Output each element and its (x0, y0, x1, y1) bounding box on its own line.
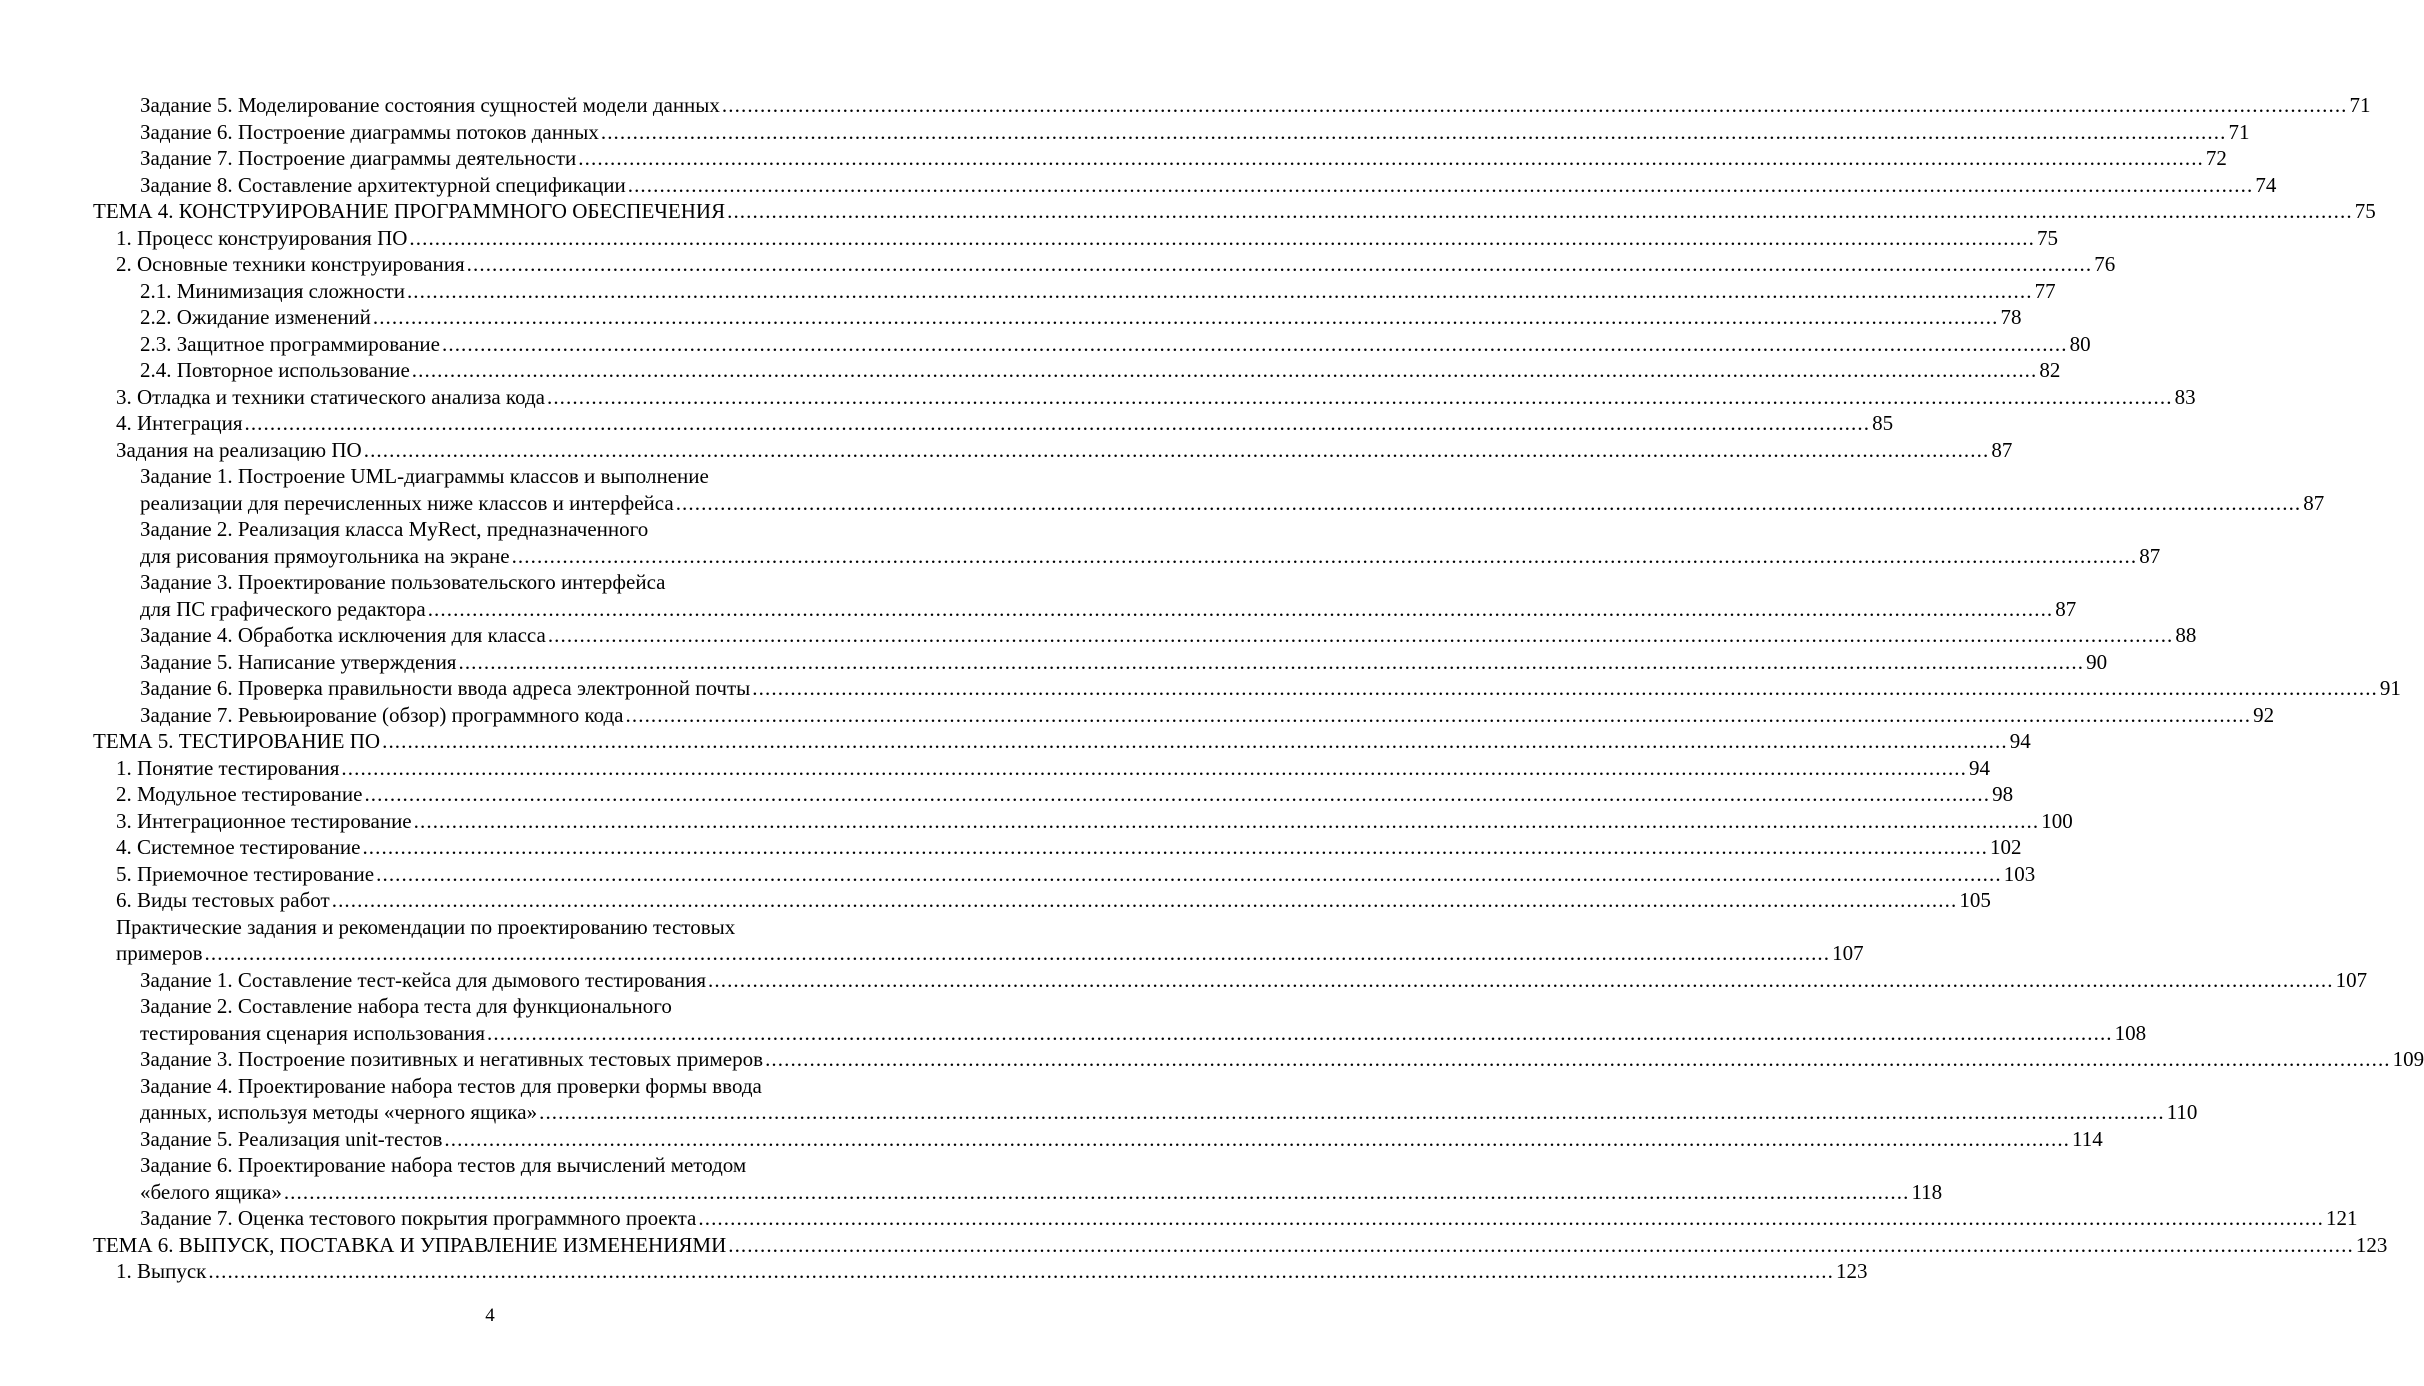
toc-entry-title: 4. Системное тестирование (116, 835, 361, 859)
toc-entry-row (140, 304, 2022, 331)
toc-entry-page: 82 (2039, 358, 2061, 382)
toc-entry-row (140, 967, 2368, 994)
toc-entry-page: 87 (2303, 490, 2325, 515)
toc-entry-page: 76 (2094, 252, 2116, 276)
toc-entry-page: 75 (2354, 199, 2376, 223)
toc-entry-page: 83 (2174, 384, 2196, 409)
toc-entry[interactable] (0, 1126, 2103, 1153)
toc-entry-title: 1. Понятие тестирования (116, 755, 340, 780)
toc-entry-title: 2.3. Защитное программирование (140, 331, 440, 356)
toc-entry-row (140, 1046, 2424, 1073)
toc-entry-title-line: Задание 2. Реализация класса MyRect, предназначенного (140, 517, 649, 541)
toc-entry-page: 90 (2086, 649, 2108, 674)
dot-leader (412, 357, 2038, 384)
toc-entry-page: 71 (2349, 93, 2371, 117)
toc-entry-title: 1. Процесс конструирования ПО (116, 225, 408, 250)
toc-entry[interactable] (0, 463, 2325, 516)
toc-entry-title: 2. Основные техники конструирования (116, 252, 465, 276)
toc-entry-page: 107 (1832, 941, 1864, 965)
toc-entry[interactable] (0, 1152, 1943, 1205)
dot-leader (444, 1126, 2070, 1153)
toc-entry-title: 3. Интеграционное тестирование (116, 808, 412, 833)
dot-leader (382, 728, 2008, 755)
toc-entry[interactable] (0, 1046, 2424, 1073)
toc-entry-title-line: Задание 3. Проектирование пользовательского интерфейса (140, 570, 666, 594)
dot-leader (676, 490, 2302, 517)
toc-entry-row (140, 649, 2108, 676)
toc-entry-title: Задание 7. Оценка тестового покрытия программного проекта (140, 1206, 697, 1230)
toc-entry[interactable] (0, 198, 2376, 225)
toc-entry-title: Задание 4. Обработка исключения для класса (140, 623, 546, 647)
toc-entry-title: Задание 3. Построение позитивных и негативных тестовых примеров (140, 1047, 764, 1071)
toc-entry-row (116, 781, 2014, 808)
dot-leader (512, 543, 2138, 570)
toc-entry-page: 102 (1990, 835, 2022, 859)
toc-entry-page: 92 (2253, 702, 2275, 727)
toc-entry-page: 74 (2255, 172, 2277, 197)
toc-entry-title: Задание 5. Моделирование состояния сущностей модели данных (140, 93, 720, 117)
toc-entry-row (116, 251, 2116, 278)
toc-entry-title: Задание 7. Построение диаграммы деятельности (140, 146, 577, 170)
dot-leader (373, 304, 1999, 331)
dot-leader (414, 808, 2040, 835)
toc-entry-row (140, 1205, 2358, 1232)
toc-entry-page: 109 (2392, 1047, 2424, 1071)
toc-entry-page: 78 (2000, 305, 2022, 329)
toc-entry-title: 2.2. Ожидание изменений (140, 305, 371, 329)
toc-entry-row (116, 384, 2196, 411)
toc-entry-page: 87 (2139, 543, 2161, 568)
toc-entry-page: 100 (2041, 808, 2073, 833)
dot-leader (578, 145, 2204, 172)
toc-entry-page: 108 (2114, 1020, 2147, 1045)
toc-entry[interactable] (0, 251, 2116, 278)
toc-entry-row (93, 198, 2376, 225)
toc-entry-title: 2. Модульное тестирование (116, 782, 363, 806)
dot-leader (458, 649, 2084, 676)
toc-entry-row (116, 808, 2073, 835)
toc-entry[interactable] (0, 437, 2013, 464)
toc-entry-row (116, 861, 2036, 888)
toc-entry-title-line: Задание 1. Построение UML-диаграммы классов и выполнение (140, 464, 709, 488)
toc-entry-title: данных, используя методы «черного ящика» (140, 1100, 538, 1124)
toc-entry[interactable] (0, 1258, 1868, 1285)
toc-entry[interactable] (0, 410, 1894, 437)
dot-leader (362, 834, 1988, 861)
toc-entry-title: Задание 1. Составление тест-кейса для дымового тестирования (140, 967, 707, 992)
toc-entry-row (140, 1126, 2103, 1153)
dot-leader (442, 331, 2068, 358)
toc-entry-title: Задания на реализацию ПО (116, 437, 362, 462)
toc-entry[interactable] (0, 622, 2197, 649)
toc-entry-page: 71 (2228, 119, 2250, 144)
toc-entry-page: 98 (1992, 782, 2014, 806)
toc-entry-title: Задание 5. Написание утверждения (140, 649, 457, 674)
toc-entry-row (116, 225, 2059, 252)
toc-entry-title: Задание 5. Реализация unit-тестов (140, 1126, 443, 1151)
toc-entry[interactable] (0, 649, 2108, 676)
toc-entry[interactable] (0, 92, 2371, 119)
dot-leader (409, 225, 2035, 252)
toc-entry[interactable] (0, 357, 2061, 384)
toc-entry[interactable] (0, 1205, 2358, 1232)
toc-entry-title: 3. Отладка и техники статического анализа кода (116, 384, 545, 409)
toc-entry-page: 94 (2009, 729, 2031, 753)
toc-entry-row (140, 490, 2325, 517)
toc-entry[interactable] (0, 278, 2056, 305)
dot-leader (364, 781, 1990, 808)
toc-entry-page: 77 (2034, 278, 2056, 303)
page-number: 4 (485, 1305, 495, 1326)
toc-entry-title: 5. Приемочное тестирование (116, 861, 375, 886)
toc-entry-page: 105 (1959, 888, 1991, 912)
toc-entry[interactable] (0, 728, 2031, 755)
toc-entry-title: ТЕМА 4. КОНСТРУИРОВАНИЕ ПРОГРАММНОГО ОБЕСПЕЧЕНИЯ (93, 199, 726, 223)
dot-leader (208, 1258, 1834, 1285)
dot-leader (728, 1232, 2354, 1259)
dot-leader (752, 675, 2378, 702)
toc-entry-row (140, 622, 2197, 649)
dot-leader (332, 887, 1958, 914)
toc-entry[interactable] (0, 1232, 2388, 1259)
toc-entry-page: 72 (2205, 146, 2227, 170)
toc-entry-page: 107 (2335, 967, 2368, 992)
toc-entry-row (140, 1099, 2198, 1126)
toc-entry[interactable] (0, 808, 2073, 835)
toc-entry[interactable] (0, 675, 2401, 702)
dot-leader (548, 622, 2174, 649)
toc-entry-row (116, 437, 2013, 464)
toc-entry-page: 87 (2055, 596, 2077, 621)
toc-entry-row (116, 940, 1864, 967)
dot-leader (628, 172, 2254, 199)
dot-leader (407, 278, 2033, 305)
toc-entry-row (140, 357, 2061, 384)
toc-entry-title: ТЕМА 5. ТЕСТИРОВАНИЕ ПО (93, 729, 381, 753)
dot-leader (765, 1046, 2391, 1073)
toc-entry-row (140, 702, 2275, 729)
dot-leader (727, 198, 2353, 225)
toc-entry[interactable] (0, 304, 2022, 331)
toc-entry-title-line: Практические задания и рекомендации по проектированию тестовых (116, 914, 736, 939)
toc-entry-row (140, 92, 2371, 119)
toc-entry-page: 85 (1872, 411, 1894, 435)
dot-leader (487, 1020, 2113, 1047)
toc-entry-page: 94 (1969, 755, 1991, 780)
toc-entry-row (116, 887, 1991, 914)
toc-entry-row (116, 1258, 1868, 1285)
toc-entry-row (140, 119, 2250, 146)
dot-leader (205, 940, 1831, 967)
dot-leader (708, 967, 2334, 994)
toc-entry[interactable] (0, 331, 2091, 358)
dot-leader (626, 702, 2252, 729)
dot-leader (284, 1179, 1910, 1206)
toc-entry-row (116, 410, 1894, 437)
toc-entry[interactable] (0, 1073, 2198, 1126)
toc-entry-page: 88 (2175, 623, 2197, 647)
toc-entry[interactable] (0, 516, 2161, 569)
toc-entry-row (140, 1179, 1943, 1206)
toc-entry-page: 91 (2379, 676, 2401, 700)
toc-entry[interactable] (0, 993, 2147, 1046)
toc-entry-row (140, 145, 2227, 172)
dot-leader (428, 596, 2054, 623)
toc-entry-title: «белого ящика» (140, 1179, 282, 1204)
dot-leader (467, 251, 2093, 278)
toc-entry-title: 6. Виды тестовых работ (116, 888, 330, 912)
toc-entry-title: Задание 8. Составление архитектурной спецификации (140, 172, 626, 197)
toc-entry-title: примеров (116, 941, 203, 965)
toc-entry-row (140, 675, 2401, 702)
dot-leader (364, 437, 1990, 464)
toc-entry-title: для рисования прямоугольника на экране (140, 543, 510, 568)
toc-entry-page: 123 (1836, 1259, 1868, 1283)
toc-entry[interactable] (0, 384, 2196, 411)
toc-entry-title: Задание 6. Построение диаграммы потоков данных (140, 119, 599, 144)
dot-leader (376, 861, 2002, 888)
toc-entry-title: 2.1. Минимизация сложности (140, 278, 405, 303)
dot-leader (547, 384, 2173, 411)
toc-entry-page: 121 (2325, 1206, 2358, 1230)
toc-entry-title: Задание 7. Ревьюирование (обзор) программного кода (140, 702, 624, 727)
toc-entry[interactable] (0, 755, 1991, 782)
dot-leader (601, 119, 2227, 146)
toc-entry-title-line: Задание 6. Проектирование набора тестов для вычислений методом (140, 1153, 747, 1177)
toc-entry-row (116, 834, 2022, 861)
toc-entry-page: 75 (2037, 225, 2059, 250)
toc-entry-title: 1. Выпуск (116, 1259, 207, 1283)
toc-entry[interactable] (0, 225, 2059, 252)
dot-leader (244, 410, 1870, 437)
toc-entry-page: 87 (1991, 437, 2013, 462)
toc-entry-row (116, 755, 1991, 782)
toc-entry-row (140, 543, 2161, 570)
toc-entry[interactable] (0, 119, 2250, 146)
dot-leader (539, 1099, 2165, 1126)
toc-entry-title: для ПС графического редактора (140, 596, 426, 621)
toc-entry[interactable] (0, 834, 2022, 861)
toc-entry-page: 118 (1911, 1179, 1943, 1204)
toc-entry-page: 123 (2355, 1232, 2388, 1257)
toc-entry-page: 103 (2003, 861, 2036, 886)
toc-entry-row (140, 278, 2056, 305)
dot-leader (722, 92, 2348, 119)
toc-entry-title-line: Задание 2. Составление набора теста для функционального (140, 994, 672, 1018)
toc-entry[interactable] (0, 967, 2368, 994)
toc-entry[interactable] (0, 861, 2036, 888)
toc-entry[interactable] (0, 781, 2014, 808)
toc-entry-page: 80 (2069, 331, 2091, 356)
toc-entry-row (140, 172, 2277, 199)
toc-entry[interactable] (0, 914, 1864, 967)
toc-entry[interactable] (0, 145, 2227, 172)
toc-entry-row (140, 331, 2091, 358)
toc-entry-title: Задание 6. Проверка правильности ввода адреса электронной почты (140, 676, 751, 700)
toc-entry-row (93, 728, 2031, 755)
toc-entry-title-line: Задание 4. Проектирование набора тестов для проверки формы ввода (140, 1073, 762, 1098)
dot-leader (341, 755, 1967, 782)
dot-leader (698, 1205, 2324, 1232)
table-of-contents (0, 92, 2424, 1285)
toc-entry[interactable] (0, 887, 1991, 914)
toc-entry-row (140, 1020, 2147, 1047)
toc-entry-page: 114 (2072, 1126, 2103, 1151)
toc-entry-title: тестирования сценария использования (140, 1020, 486, 1045)
toc-entry-row (93, 1232, 2388, 1259)
toc-entry-title: реализации для перечисленных ниже классов и интерфейса (140, 490, 674, 515)
toc-entry-page: 110 (2166, 1100, 2198, 1124)
toc-entry[interactable] (0, 702, 2275, 729)
toc-entry-title: 4. Интеграция (116, 411, 243, 435)
toc-entry-row (140, 596, 2077, 623)
toc-entry[interactable] (0, 569, 2077, 622)
toc-entry-title: 2.4. Повторное использование (140, 358, 410, 382)
toc-entry[interactable] (0, 172, 2277, 199)
toc-entry-title: ТЕМА 6. ВЫПУСК, ПОСТАВКА И УПРАВЛЕНИЕ ИЗМЕНЕНИЯМИ (93, 1232, 727, 1257)
